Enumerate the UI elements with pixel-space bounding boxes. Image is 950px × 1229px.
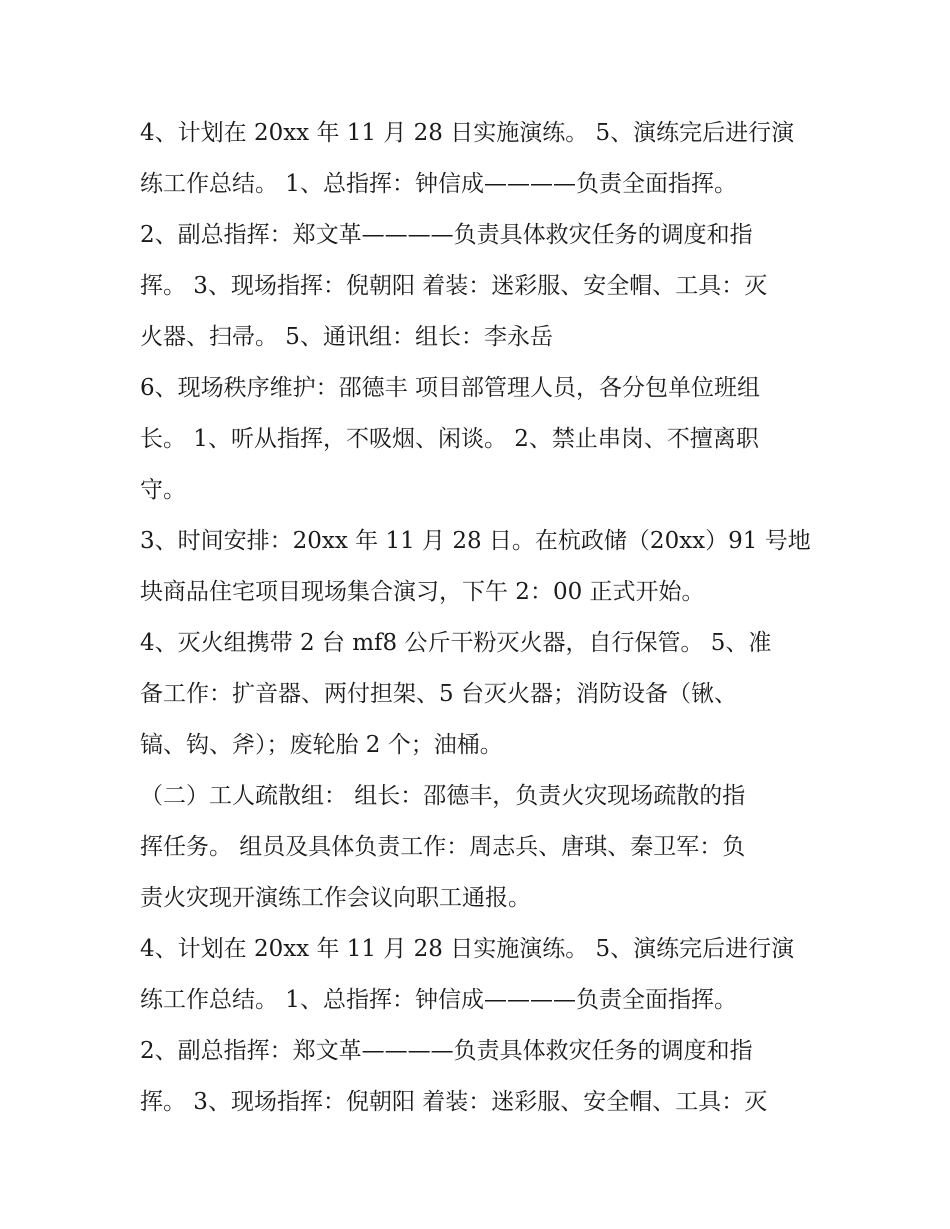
text-line: 4、灭火组携带 2 台 mf8 公斤干粉灭火器，自行保管。 5、准 <box>140 630 772 656</box>
text-line: 镐、钩、斧）；废轮胎 2 个；油桶。 <box>140 732 503 758</box>
text-line: 4、计划在 20xx 年 11 月 28 日实施演练。 5、演练完后进行演 <box>140 936 795 962</box>
paragraph-drill-schedule-repeat <box>140 924 820 1026</box>
text-line: 挥。 3、现场指挥：倪朝阳 着装：迷彩服、安全帽、工具：灭 <box>140 1089 768 1115</box>
text-line: 2、副总指挥：郑文革————负责具体救灾任务的调度和指 <box>140 222 753 248</box>
paragraph-order-maintenance <box>140 363 820 516</box>
text-line: 备工作：扩音器、两付担架、5 台灭火器；消防设备（锹、 <box>140 681 737 707</box>
paragraph-evacuation-group <box>140 771 820 924</box>
paragraph-equipment <box>140 618 820 771</box>
text-line: 2、副总指挥：郑文革————负责具体救灾任务的调度和指 <box>140 1038 753 1064</box>
text-line: （二）工人疏散组： 组长：邵德丰，负责火灾现场疏散的指 <box>140 783 746 809</box>
text-line: 守。 <box>140 477 186 503</box>
text-line: 练工作总结。 1、总指挥：钟信成————负责全面指挥。 <box>140 987 737 1013</box>
text-line: 4、计划在 20xx 年 11 月 28 日实施演练。 5、演练完后进行演 <box>140 120 795 146</box>
document-body <box>140 108 820 1128</box>
text-line: 块商品住宅项目现场集合演习，下午 2：00 正式开始。 <box>140 579 705 605</box>
paragraph-time-arrangement <box>140 516 820 618</box>
text-line: 火器、扫帚。 5、通讯组：组长：李永岳 <box>140 324 553 350</box>
text-line: 挥任务。 组员及具体负责工作：周志兵、唐琪、秦卫军：负 <box>140 834 746 860</box>
text-line: 长。 1、听从指挥，不吸烟、闲谈。 2、禁止串岗、不擅离职 <box>140 426 759 452</box>
paragraph-command-roles <box>140 210 820 363</box>
text-line: 挥。 3、现场指挥：倪朝阳 着装：迷彩服、安全帽、工具：灭 <box>140 273 768 299</box>
paragraph-command-roles-repeat <box>140 1026 820 1128</box>
paragraph-drill-schedule <box>140 108 820 210</box>
text-line: 责火灾现开演练工作会议向职工通报。 <box>140 885 531 911</box>
text-line: 练工作总结。 1、总指挥：钟信成————负责全面指挥。 <box>140 171 737 197</box>
text-line: 3、时间安排：20xx 年 11 月 28 日。在杭政储（20xx）91 号地 <box>140 528 811 554</box>
text-line: 6、现场秩序维护：邵德丰 项目部管理人员，各分包单位班组 <box>140 375 760 401</box>
